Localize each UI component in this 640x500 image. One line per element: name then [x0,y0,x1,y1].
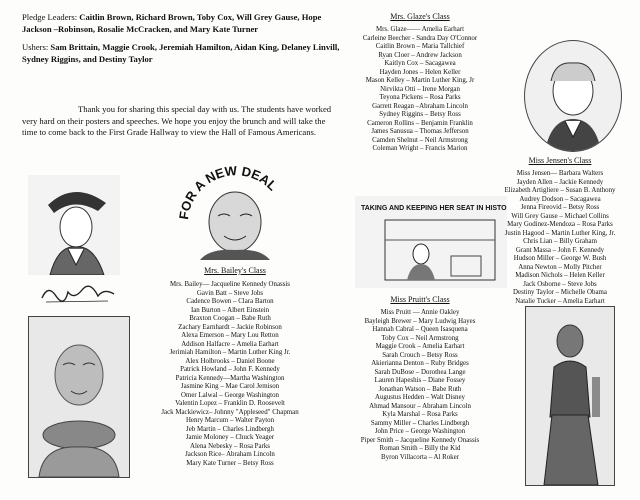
ushers-names: Sam Brittain, Maggie Crook, Jeremiah Hamilton, Aidan King, Delaney Linvill, Sydney Riggins, and Destiny Taylor [22,42,340,64]
pruitt-student-row: Byron Villacorta – Al Roker [381,453,459,461]
glaze-student-row: Mrs. Glaze—— Amelia Earhart [375,26,465,33]
bailey-student-row: Alena Nebesky – Rosa Parks [190,442,270,450]
bailey-student-row: Mrs. Bailey— Jacqueline Kennedy Onassis [170,281,290,288]
pruitt-student-row: Toby Cox – Neil Armstrong [381,334,459,342]
jensen-student-row: Hudson Miller – George W. Bush [513,255,607,262]
bailey-student-row: Patricia Kennedy—Martha Washington [175,374,285,382]
jensen-student-row: Natalie Tucker – Amelia Earhart [515,297,605,305]
new-deal-text: FOR A NEW DEAL [175,163,281,221]
jensen-student-row: Justin Hagood – Martin Luther King, Jr. [504,229,616,237]
bailey-student-row: Jack Mackiewicz– Johnny "Appleseed" Chapman [161,408,299,416]
soldier-portrait-icon [28,175,120,275]
pledge-leaders: Pledge Leaders: Caitlin Brown, Richard Brown, Toby Cox, Will Grey Gause, Hope Jackson –Robinson, Rosalie McCracken, and Mary Kate Turner [22,12,322,34]
bailey-student-row: Mary Kate Turner – Betsy Ross [186,459,274,467]
pruitt-student-row: Akierianna Denton – Ruby Bridges [371,360,469,367]
jensen-student-row: Madison Nichols – Helen Keller [515,272,605,279]
fdr-portrait-icon [170,150,300,260]
glaze-class-list [335,26,505,154]
jensen-student-row: Elizabeth Artigliere – Susan B. Anthony [504,187,616,194]
pruitt-student-row: Augustus Hedden – Walt Disney [374,394,466,401]
washington-portrait [524,40,622,152]
bailey-student-row: Jackson Rice– Abraham Lincoln [185,451,275,458]
pruitt-student-row: Lauren Hapeshis – Diane Fossey [374,377,466,384]
bailey-student-row: Jeb Martin – Charles Lindbergh [186,425,274,433]
woman-portrait-icon [526,307,614,485]
bailey-class-list [130,281,330,468]
taking-seat-text: TAKING AND KEEPING HER SEAT IN HISTORY [361,205,507,212]
glaze-student-row: Carleine Beecher - Sandra Day O'Connor [362,34,478,42]
pruitt-student-row: Sammy Miller – Charles Lindbergh [370,419,470,427]
bailey-student-row: Valentin Lopez – Franklin D. Roosevelt [175,400,285,407]
bailey-student-row: Cadence Bowen – Clara Barton [186,298,274,305]
bailey-student-row: Zachary Earnhardt – Jackie Robinson [178,323,282,331]
jensen-student-row: Jack Osborne – Steve Jobs [523,280,597,288]
jensen-student-row: Will Grey Gause – Michael Collins [511,212,609,220]
jensen-class-list [480,170,640,306]
bailey-student-row: Alex Holbrooks – Daniel Boone [185,357,275,365]
pruitt-student-row: Miss Pruitt — Annie Oakley [380,309,460,316]
woman-portrait-photo [525,306,615,486]
glaze-student-row: Nirvikta Otti – Irene Morgan [380,85,460,93]
pruitt-student-row: Kyla Marshal – Rosa Parks [382,411,458,418]
pruitt-student-row: Sarah DuBose – Dorothea Lange [374,368,466,376]
bailey-student-row: Jerimiah Hamilton – Martin Luther King Jr. [169,349,291,356]
glaze-student-row: Mason Kelley – Martin Luther King, Jr [365,77,475,84]
glaze-student-row: James Sanusua – Thomas Jefferson [371,128,469,135]
pruitt-student-row: Maggie Crook – Amelia Earhart [375,343,465,350]
bailey-student-row: Omer Lalwal – George Washington [181,391,279,399]
signature-image [38,282,118,306]
pruitt-student-row: Ahmad Mansour – Abraham Lincoln [369,402,471,410]
jensen-student-row: Miss Jensen— Barbara Walters [516,170,604,177]
bailey-student-row: Patrick Howland – John F. Kennedy [180,366,280,373]
pruitt-student-row: Roman Smith – Billy the Kid [379,445,461,452]
bailey-student-row: Jamie Moloney – Chuck Yeager [185,434,275,441]
glaze-student-row: Hayden Jones – Helen Keller [379,68,461,76]
jensen-student-row: Mary Godinez-Mendoza – Rosa Parks [507,221,613,228]
washington-portrait-icon [525,41,621,151]
bailey-student-row: Braxton Coogan – Babe Ruth [189,315,271,322]
new-deal-image [170,150,300,260]
pruitt-class-title: Miss Pruitt's Class [390,295,450,304]
glaze-class-title: Mrs. Glaze's Class [390,12,450,21]
glaze-student-row: Caitlin Brown – Maria Tallchief [375,43,465,50]
glaze-student-row: Ryan Cloer – Andrew Jackson [378,51,462,59]
glaze-student-row: Garrett Reagan –Abraham Lincoln [372,102,468,110]
glaze-student-row: Cameron Rollins – Benjamin Franklin [367,119,473,127]
jensen-student-row: Anna Newton – Molly Pitcher [518,263,602,271]
intro-block [22,12,342,72]
bailey-student-row: Ian Burton – Albert Einstein [190,306,270,314]
bailey-student-row: Alexa Emerson – Mary Lou Retton [181,332,279,339]
bailey-class-title: Mrs. Bailey's Class [204,266,266,275]
pruitt-class-list [330,309,510,462]
glaze-student-row: Kaitlyn Cox – Sacagawea [384,60,456,67]
pruitt-student-row: Hannah Cabral – Queen Isasquena [372,326,468,333]
jensen-student-row: Audrey Dodson – Sacagawea [519,195,601,203]
pruitt-student-row: John Price – George Washington [374,428,466,435]
ushers: Ushers: Sam Brittain, Maggie Crook, Jeremiah Hamilton, Aidan King, Delaney Linvill, Sydney Riggins, and Destiny Taylor [22,42,340,64]
astronaut-portrait-icon [29,317,129,477]
bailey-student-row: Henry Marcum – Walter Payton [185,417,275,424]
jensen-student-row: Grant Massa – John F. Kennedy [515,246,605,254]
glaze-student-row: Sydney Riggins – Betsy Ross [379,111,461,118]
glaze-student-row: Camden Shelnut – Neil Armstrong [372,136,468,144]
francis-marion-sketch [28,175,120,275]
pruitt-student-row: Bayleigh Brewer – Mary Ludwig Hayes [364,317,476,325]
bailey-student-row: Jasmine King – Mae Carol Jemison [180,383,280,390]
bailey-student-row: Addison Halfacre – Amelia Earhart [181,340,279,348]
jensen-student-row: Destiny Taylor – Michelle Obama [513,289,607,296]
jensen-student-row: Chris Lian – Billy Graham [523,238,597,245]
jensen-student-row: Jenna Fireovid – Betsy Ross [520,204,600,211]
signature-icon [38,282,118,306]
pledge-names: Caitlin Brown, Richard Brown, Toby Cox, Will Grey Gause, Hope Jackson –Robinson, Rosalie McCracken, and Mary Kate Turner [22,12,322,34]
thank-you-text: Thank you for sharing this special day with us. The students have worked very hard on their posters and speeches. We hope you enjoy the brunch and will take the time to come back to the First Grade Hallway to view the Hall of Famous Americans. [22,104,332,137]
jensen-student-row: Jayden Allen – Jackie Kennedy [516,178,604,186]
jensen-class-title: Miss Jensen's Class [528,156,592,165]
glaze-student-row: Teyona Pickens – Rosa Parks [379,94,461,101]
pruitt-student-row: Jonathan Watson – Babe Ruth [378,385,462,393]
pruitt-student-row: Sarah Crouch – Betsy Ross [382,351,458,359]
pruitt-student-row: Piper Smith – Jacqueline Kennedy Onassis [360,436,480,444]
astronaut-photo [28,316,130,478]
glaze-student-row: Coleman Wright – Francis Marion [372,145,468,152]
bailey-student-row: Gavin Batt – Steve Jobs [196,289,264,297]
